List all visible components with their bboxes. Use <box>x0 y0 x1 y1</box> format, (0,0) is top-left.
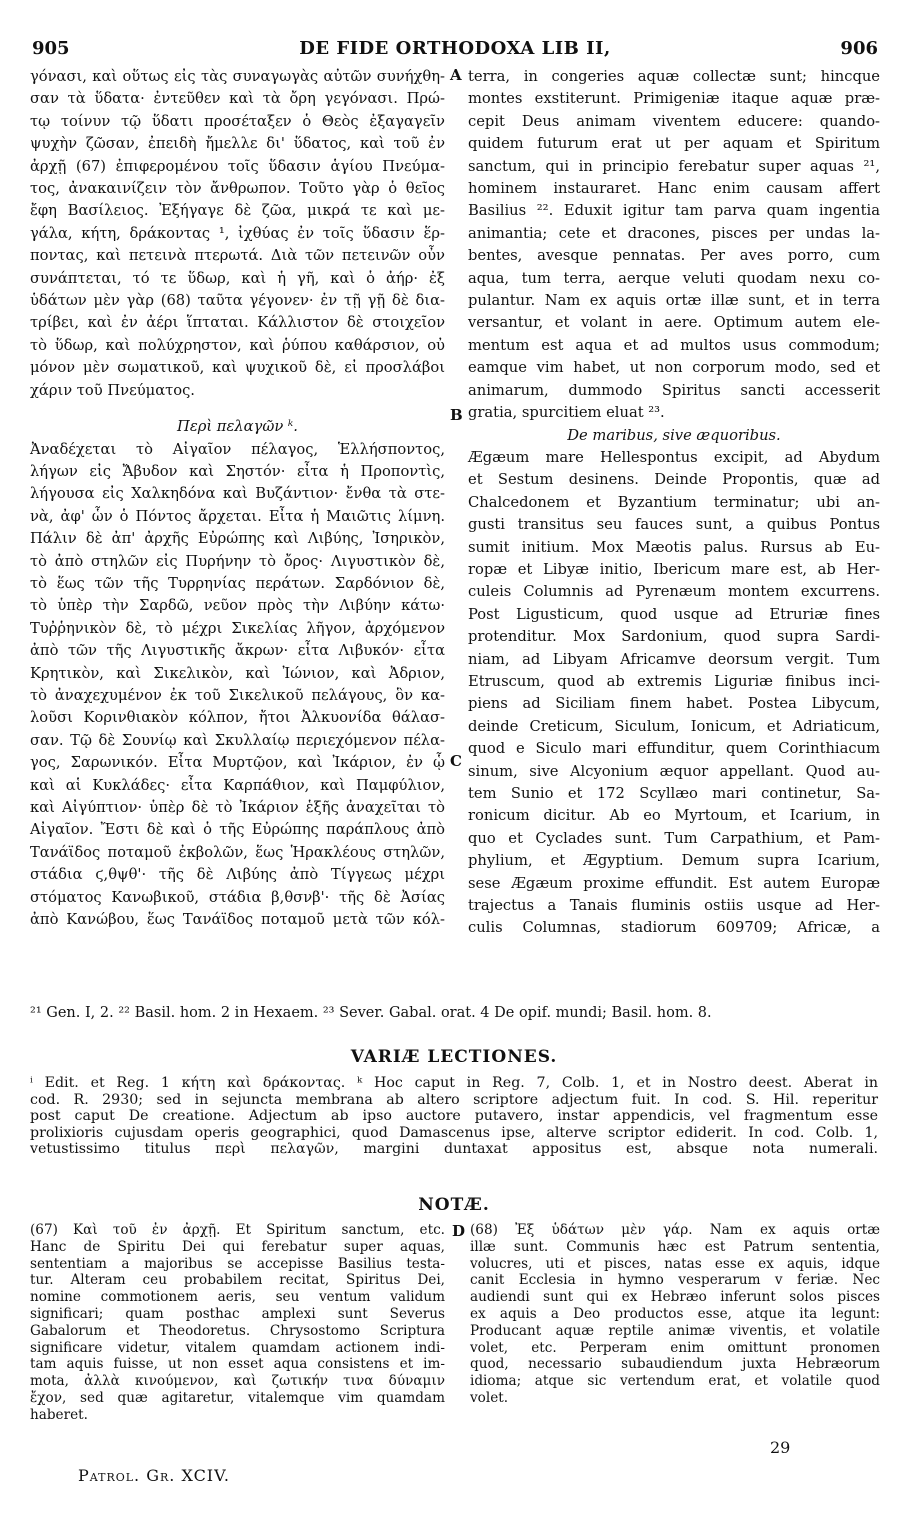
greek-line: ψυχὴν ζῶσαν, ἐπειδὴ ἤμελλε δι' ὕδατος, καὶ τοῦ ἐν <box>30 135 445 153</box>
varia-line: cod. R. 2930; sed in sejuncta membrana ab altero scriptore adjectum fuit. In cod. S. Hil. reperitur <box>30 1091 878 1108</box>
note-line: audiendi sunt qui ex Hebræo inferunt solos pisces <box>470 1289 880 1306</box>
variae-lectiones <box>30 1075 878 1158</box>
latin-section-title: De maribus, sive æquoribus. <box>567 426 781 444</box>
note-line: significari; quam posthac amplexi sunt Severus <box>30 1305 445 1322</box>
latin-line: versantur, et volant in aere. Optimum autem ele- <box>468 314 880 332</box>
latin-line: animarum, dummodo Spiritus sancti accesserit <box>468 381 880 399</box>
greek-line: συνάπτεται, τό τε ὕδωρ, καὶ ἡ γῆ, καὶ ὁ ἀήρ· ἐξ <box>30 269 445 287</box>
latin-line: et Sestum desinens. Deinde Propontis, quæ ad <box>468 471 880 489</box>
greek-line: Τανάϊδος ποταμοῦ ἐκβολῶν, ἕως Ἡρακλέους στηλῶν, <box>30 843 445 861</box>
note-line: volet. <box>470 1389 509 1406</box>
greek-column <box>30 66 445 931</box>
greek-line: Τυῤῥηνικὸν δὲ, τὸ μέχρι Σικελίας λῆγον, ἀρχόμενον <box>30 619 445 637</box>
latin-line: sese Ægæum proxime effundit. Est autem Europæ <box>468 874 880 892</box>
latin-line: niam, ad Libyam Africamve deorsum vergit. Tum <box>468 650 880 668</box>
latin-line: quidem futurum erat ut per aquam et Spiritum <box>468 135 880 153</box>
latin-line: quod e Siculo mari effunditur, quem Corinthiacum <box>468 740 880 758</box>
latin-line: culeis Columnis ad Pyrenæum montem excurrens. <box>468 583 880 601</box>
greek-line: Κρητικὸν, καὶ Σικελικὸν, καὶ Ἰώνιον, καὶ Ἀδριον, <box>30 664 445 682</box>
note-line: idioma; atque sic vertendum erat, et volatile quod <box>470 1373 880 1390</box>
note-line: sententiam a majoribus se accepisse Basilius testa- <box>30 1255 445 1272</box>
greek-line: στάδια ϛ,θψθ'· τῆς δὲ Λιβύης ἀπὸ Τίγγεως μέχρι <box>30 866 445 884</box>
variae-lectiones-title: VARIÆ LECTIONES. <box>350 1047 558 1067</box>
greek-line: ἀρχῇ (67) ἐπιφερομένου τοῖς ὕδασιν ἁγίου Πνεύμα- <box>30 157 445 175</box>
note-68 <box>470 1222 880 1407</box>
greek-line: στόματος Κανωβικοῦ, στάδια β,θσνβ'· τῆς δὲ Ἀσίας <box>30 888 445 906</box>
greek-line: σαν. Τῷ δὲ Σουνίῳ καὶ Σκυλλαίῳ περιεχόμενον πέλα- <box>30 731 445 749</box>
greek-line: Πάλιν δὲ ἀπ' ἀρχῆς Εὐρώπης καὶ Λιβύης, Ἰσηρικὸν, <box>30 530 445 548</box>
greek-line: ἔφη Βασίλειος. Ἐξήγαγε δὲ ζῶα, μικρά τε καὶ με- <box>30 202 445 220</box>
note-line: nomine commotionem aeris, seu ventum validum <box>30 1289 445 1306</box>
greek-line: τὸ ὕδωρ, καὶ πολύχρηστον, καὶ ῥύπου καθάρσιον, οὐ <box>30 336 445 354</box>
page-number-left: 905 <box>32 38 70 59</box>
greek-section-title: Περὶ πελαγῶν ᵏ. <box>177 418 298 436</box>
margin-marker-a: A <box>450 66 462 84</box>
latin-line: mentum est aqua et ad multos usus commodum; <box>468 336 880 354</box>
note-line: (68) Ἐξ ὑδάτων μὲν γάρ. Nam ex aquis ortæ <box>470 1222 880 1238</box>
latin-line: eamque vim habet, ut non corporum modo, sed et <box>468 359 880 377</box>
varia-line: vetustissimo titulus περὶ πελαγῶν, margini duntaxat appositus est, absque nota numerali. <box>30 1141 878 1158</box>
note-line: Gabalorum et Theodoretus. Chrysostomo Scriptura <box>30 1322 445 1339</box>
latin-line: hominem instauraret. Hanc enim causam affert <box>468 180 880 198</box>
greek-line: τὸ ἀπὸ στηλῶν εἰς Πυρήνην τὸ ὄρος· Λιγυστικὸν δὲ, <box>30 552 445 570</box>
latin-line: tem Sunio et 172 Scyllæo mari continetur, Sa- <box>468 785 880 802</box>
footnotes: ²¹ Gen. I, 2. ²² Basil. hom. 2 in Hexaem. ²³ Sever. Gabal. orat. 4 De opif. mundi; Basil. hom. 8. <box>30 1005 712 1021</box>
varia-line: prolixioris cujusdam operis geographici, quod Damascenus ipse, alterve scriptor ediderit. In cod. Colb. 1, <box>30 1124 878 1141</box>
greek-line: γος, Σαρωνικόν. Εἶτα Μυρτῷον, καὶ Ἰκάριον, ἐν ᾧ <box>30 754 445 772</box>
latin-line: Post Ligusticum, quod usque ad Etruriæ fines <box>468 605 880 623</box>
note-line: canit Ecclesia in hymno vesperarum v feriæ. Nec <box>470 1272 880 1289</box>
varia-line: ⁱ Edit. et Reg. 1 κήτη καὶ δράκοντας. ᵏ Hoc caput in Reg. 7, Colb. 1, et in Nostro deest. Aberat in <box>30 1075 878 1091</box>
greek-line: λοῦσι Κορινθιακὸν κόλπον, ἤτοι Ἀλκυονίδα θάλασ- <box>30 709 445 727</box>
varia-line: post caput De creatione. Adjectum ab ipso auctore putavero, instar appendicis, vel fragmentum esse <box>30 1108 878 1125</box>
latin-line: gratia, spurcitiem eluat ²³. <box>468 404 665 422</box>
latin-line: trajectus a Tanais fluminis ostiis usque ad Her- <box>468 897 880 915</box>
greek-paragraph-2 <box>30 439 445 932</box>
note-line: quod, necessario subaudiendum juxta Hebræorum <box>470 1356 880 1373</box>
greek-line: καὶ αἱ Κυκλάδες· εἶτα Καρπάθιον, καὶ Παμφύλιον, <box>30 776 445 794</box>
latin-line: bentes, avesque pennatas. Per aves porro, cum <box>468 247 880 265</box>
latin-paragraph-1 <box>468 66 880 425</box>
greek-line: νὰ, ἀφ' ὧν ὁ Πόντος ἄρχεται. Εἶτα ἡ Μαιῶτις λίμνη. <box>30 507 445 525</box>
note-line: Producant aquæ reptile animæ viventis, et volatile <box>470 1322 880 1339</box>
latin-line: sanctum, qui in principio ferebatur super aquas ²¹, <box>468 157 880 175</box>
greek-line: τὸ ἕως τῶν τῆς Τυρρηνίας περάτων. Σαρδόνιον δὲ, <box>30 574 445 592</box>
greek-line: γάλα, κήτη, δράκοντας ¹, ἰχθύας ἐν τοῖς ὕδασιν ἕρ- <box>30 224 445 242</box>
latin-paragraph-2 <box>468 447 880 940</box>
note-line: (67) Καὶ τοῦ ἐν ἀρχῇ. Et Spiritum sanctum, etc. <box>30 1222 445 1238</box>
greek-line: Αἰγαῖον. Ἔστι δὲ καὶ ὁ τῆς Εὐρώπης παράπλους ἀπὸ <box>30 821 445 839</box>
latin-line: ropæ et Libyæ initio, Ibericum mare est, ab Her- <box>468 560 880 578</box>
note-line: Hanc de Spiritu Dei qui ferebatur super aquas, <box>30 1238 445 1255</box>
latin-line: Etruscum, quod ab extremis Liguriæ finibus inci- <box>468 672 880 690</box>
signature-mark: Patrol. Gr. XCIV. <box>78 1466 230 1485</box>
greek-line: τῳ τοίνυν τῷ ὕδατι προσέταξεν ὁ Θεὸς ἐξαγαγεῖν <box>30 112 445 130</box>
latin-line: sumit initium. Mox Mæotis palus. Rursus ab Eu- <box>468 538 880 556</box>
note-67 <box>30 1222 445 1424</box>
note-line: illæ sunt. Communis hæc est Patrum sententia, <box>470 1238 880 1255</box>
latin-line: sinum, sive Alcyonium æquor appellant. Quod au- <box>468 762 880 780</box>
latin-line: aqua, tum terra, aerque veluti quodam nexu co- <box>468 269 880 287</box>
page-number-right: 906 <box>840 38 878 59</box>
greek-line: μόνον μὲν σωματικοῦ, καὶ ψυχικοῦ δὲ, εἰ προσλάβοι <box>30 359 445 377</box>
latin-line: culis Columnas, stadiorum 609709; Africæ, a <box>468 919 880 937</box>
greek-line: καὶ Αἰγύπτιον· ὑπὲρ δὲ τὸ Ἰκάριον ἑξῆς ἀναχεῖται τὸ <box>30 799 445 816</box>
greek-line: Ἀναδέχεται τὸ Αἰγαῖον πέλαγος, Ἑλλήσποντος, <box>30 440 445 458</box>
latin-line: Chalcedonem et Byzantium terminatur; ubi an- <box>468 493 880 511</box>
latin-line: gusti transitus seu fauces sunt, a quibus Pontus <box>468 516 880 534</box>
greek-line: τὸ ὑπὲρ τὴν Σαρδῶ, νεῦον πρὸς τὴν Λιβύην κάτω· <box>30 597 445 615</box>
notae-title: NOTÆ. <box>418 1195 490 1215</box>
note-line: significare videtur, vitalem quamdam actionem indi- <box>30 1339 445 1356</box>
latin-line: montes exstiterunt. Primigeniæ itaque aquæ præ- <box>468 90 880 108</box>
running-header <box>32 38 878 62</box>
margin-marker-b: B <box>450 406 463 424</box>
note-line: volucres, uti et pisces, natas esse ex aquis, idque <box>470 1255 880 1272</box>
greek-line: ἀπὸ τῶν τῆς Λιγυστικῆς ἄκρων· εἶτα Λιβυκόν· εἶτα <box>30 642 445 660</box>
note-line: tam aquis fuisse, ut non esset aqua consistens et im- <box>30 1356 445 1373</box>
latin-line: pulantur. Nam ex aquis ortæ illæ sunt, et in terra <box>468 292 880 310</box>
latin-line: Ægæum mare Hellespontus excipit, ad Abydum <box>468 448 880 466</box>
latin-line: phylium, et Ægyptium. Demum supra Icarium, <box>468 852 880 870</box>
latin-line: quo et Cyclades sunt. Tum Carpathium, et Pam- <box>468 829 880 847</box>
greek-line: γόνασι, καὶ οὕτως εἰς τὰς συναγωγὰς αὐτῶν συνήχθη- <box>30 68 445 85</box>
latin-line: deinde Creticum, Siculum, Ionicum, et Adriaticum, <box>468 717 880 735</box>
latin-line: terra, in congeries aquæ collectæ sunt; hincque <box>468 68 880 85</box>
greek-line: ὑδάτων μὲν γὰρ (68) ταῦτα γέγονεν· ἐν τῇ γῇ δὲ δια- <box>30 292 445 310</box>
greek-line: τρίβει, καὶ ἐν ἀέρι ἵπταται. Κάλλιστον δὲ στοιχεῖον <box>30 314 445 332</box>
greek-line: χάριν τοῦ Πνεύματος. <box>30 381 195 399</box>
greek-line: σαν τὰ ὕδατα· ἐντεῦθεν καὶ τὰ ὄρη γεγόνασι. Πρώ- <box>30 90 445 108</box>
greek-line: τὸ ἀναχεχυμένον ἐκ τοῦ Σικελικοῦ πελάγους, ὃν κα- <box>30 686 445 704</box>
latin-line: cepit Deus animam viventem educere: quando- <box>468 112 880 130</box>
note-line: ἔχον, sed quæ agitaretur, vitalemque vim quamdam <box>30 1389 445 1406</box>
latin-line: protenditur. Mox Sardonium, quod supra Sardi- <box>468 628 880 646</box>
margin-marker-c: C <box>450 752 462 770</box>
greek-line: τος, ἀνακαινίζειν τὸν ἄνθρωπον. Τοῦτο γὰρ ὁ θεῖος <box>30 180 445 198</box>
latin-line: animantia; cete et dracones, pisces per undas la- <box>468 224 880 242</box>
greek-line: λήγουσα εἰς Χαλκηδόνα καὶ Βυζάντιον· ἔνθα τὰ στε- <box>30 485 445 503</box>
latin-line: piens ad Siciliam finem habet. Postea Libycum, <box>468 695 880 713</box>
sheet-number: 29 <box>770 1438 791 1457</box>
running-title: DE FIDE ORTHODOXA LIB II, <box>299 38 611 59</box>
latin-column <box>468 66 880 940</box>
greek-line: ποντας, καὶ πετεινὰ πτερωτά. Διὰ τῶν πετεινῶν οὖν <box>30 247 445 265</box>
note-line: tur. Alteram ceu probabilem recitat, Spiritus Dei, <box>30 1272 445 1289</box>
margin-marker-d: D <box>452 1222 466 1240</box>
greek-line: ἀπὸ Κανώβου, ἕως Τανάϊδος ποταμοῦ μετὰ τῶν κόλ- <box>30 911 445 929</box>
note-line: mota, ἀλλὰ κινούμενον, καὶ ζωτικήν τινα δύναμιν <box>30 1373 445 1390</box>
latin-line: ronicum dicitur. Ab eo Myrtoum, et Icarium, in <box>468 807 880 825</box>
greek-paragraph-1 <box>30 66 445 402</box>
note-line: ex aquis a Deo productos esse, atque ita legunt: <box>470 1305 880 1322</box>
latin-line: Basilius ²². Eduxit igitur tam parva quam ingentia <box>468 202 880 220</box>
note-line: volet, etc. Perperam enim omittunt pronomen <box>470 1339 880 1356</box>
greek-line: λήγων εἰς Ἄβυδον καὶ Σηστόν· εἶτα ἡ Προποντὶς, <box>30 462 445 480</box>
note-line: haberet. <box>30 1406 88 1423</box>
